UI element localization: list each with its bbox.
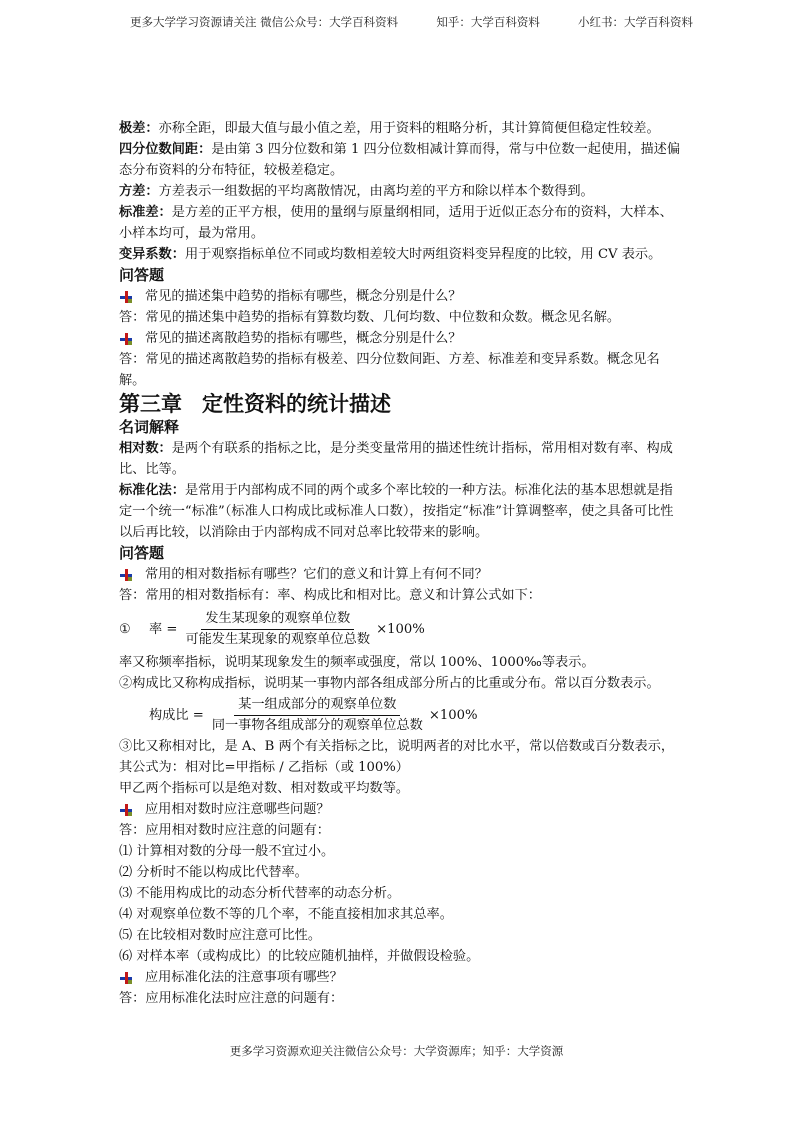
composition-formula: 构成比 = $\frac{\text{某一组成部分的观察单位数}}{\text{同一事物各组成部分的观察单位总数}}$ ×100% (119, 694, 685, 736)
list-item: ⑵ 分析时不能以构成比代替率。 (119, 865, 308, 880)
list-item: ⑶ 不能用构成比的动态分析代替率的动态分析。 (119, 886, 401, 901)
ratio-description: ③比又称相对比，是 A、B 两个有关指标之比，说明两者的对比水平，常以倍数或百分数表示，其公式为：相对比=甲指标 / 乙指标（或 100%） (119, 739, 675, 775)
def-sd: 标准差：是方差的正平方根，使用的量纲与原量纲相同，适用于近似正态分布的资料，大样本、小样本均可，最为常用。 (119, 205, 673, 241)
chapter-title: 第三章 定性资料的统计描述 (119, 392, 391, 416)
question-item: 常用的相对数指标有哪些？它们的意义和计算上有何不同？ (119, 564, 685, 585)
rate-formula: ① 率 = $\frac{\text{发生某现象的观察单位数}}{\text{可能发生某现象的观察单位总数}}$ ×100% (119, 606, 685, 652)
composition-description: ②构成比又称构成指标，说明某一事物内部各组成部分所占的比重或分布。常以百分数表示。 (119, 676, 660, 691)
question-item: 常见的描述离散趋势的指标有哪些，概念分别是什么？ (119, 328, 685, 349)
def-standardization: 标准化法：是常用于内部构成不同的两个或多个率比较的一种方法。标准化法的基本思想就是指定一个统一“标准”（标准人口构成比或标准人口数），按指定“标准”计算调整率，使之具备可比性以后再比较，以消除由于内部构成不同对总率比较带来的影响。 (119, 483, 674, 540)
question-bullet-icon (119, 568, 133, 582)
list-item: ⑸ 在比较相对数时应注意可比性。 (119, 928, 322, 943)
composition-fraction: $\frac{\text{某一组成部分的观察单位数}}{\text{同一事物各组成部分的观察单位总数}}$ (211, 696, 423, 733)
list-item: ⑷ 对观察单位数不等的几个率，不能直接相加求其总率。 (119, 907, 453, 922)
header-zhihu: 知乎：大学百科资料 (436, 15, 540, 29)
list-item: ⑹ 对样本率（或构成比）的比较应随机抽样，并做假设检验。 (119, 949, 480, 964)
glossary-heading: 名词解释 (119, 418, 180, 436)
def-range: 极差：亦称全距，即最大值与最小值之差，用于资料的粗略分析，其计算简便但稳定性较差。 (119, 121, 660, 136)
def-cv: 变异系数：用于观察指标单位不同或均数相差较大时两组资料变异程度的比较，用 CV 表示。 (119, 247, 662, 262)
def-relative-number: 相对数：是两个有联系的指标之比，是分类变量常用的描述性统计指标，常用相对数有率、构成比、比等。 (119, 441, 673, 477)
question-bullet-icon (119, 803, 133, 817)
def-iqr: 四分位数间距：是由第 3 四分位数和第 1 四分位数相减计算而得，常与中位数一起使用，描述偏态分布资料的分布特征，较极差稳定。 (119, 142, 681, 178)
answer-text: 答：常用的相对数指标有：率、构成比和相对比。意义和计算公式如下： (119, 588, 541, 603)
question-item: 应用相对数时应注意哪些问题？ (119, 799, 685, 820)
answer-text: 答：常见的描述集中趋势的指标有算数均数、几何均数、中位数和众数。概念见名解。 (119, 310, 621, 325)
def-variance: 方差：方差表示一组数据的平均离散情况，由离均差的平方和除以样本个数得到。 (119, 184, 594, 199)
answer-text: 答：应用相对数时应注意的问题有： (119, 823, 330, 838)
answer-text: 答：常见的描述离散趋势的指标有极差、四分位数间距、方差、标准差和变异系数。概念见名解。 (119, 352, 660, 388)
answer-text: 答：应用标准化法时应注意的问题有： (119, 991, 344, 1006)
rate-description: 率又称频率指标，说明某现象发生的频率或强度，常以 100%、1000‰等表示。 (119, 655, 595, 670)
qa-heading-2: 问答题 (119, 544, 165, 562)
document-body (119, 118, 685, 1009)
question-bullet-icon (119, 332, 133, 346)
question-item: 常见的描述集中趋势的指标有哪些，概念分别是什么？ (119, 286, 685, 307)
rate-fraction: $\frac{\text{发生某现象的观察单位数}}{\text{可能发生某现象的观察单位总数}}$ (185, 610, 371, 647)
header-xiaohongshu: 小红书：大学百科资料 (578, 15, 693, 29)
page-header (130, 14, 693, 30)
header-wechat: 更多大学学习资源请关注 微信公众号：大学百科资料 (130, 15, 399, 29)
question-bullet-icon (119, 290, 133, 304)
page-footer: 更多学习资源欢迎关注微信公众号：大学资源库；知乎：大学资源 (229, 1044, 564, 1058)
qa-heading-1: 问答题 (119, 266, 165, 284)
question-bullet-icon (119, 971, 133, 985)
question-item: 应用标准化法的注意事项有哪些？ (119, 967, 685, 988)
ratio-note: 甲乙两个指标可以是绝对数、相对数或平均数等。 (119, 781, 410, 796)
list-item: ⑴ 计算相对数的分母一般不宜过小。 (119, 844, 335, 859)
